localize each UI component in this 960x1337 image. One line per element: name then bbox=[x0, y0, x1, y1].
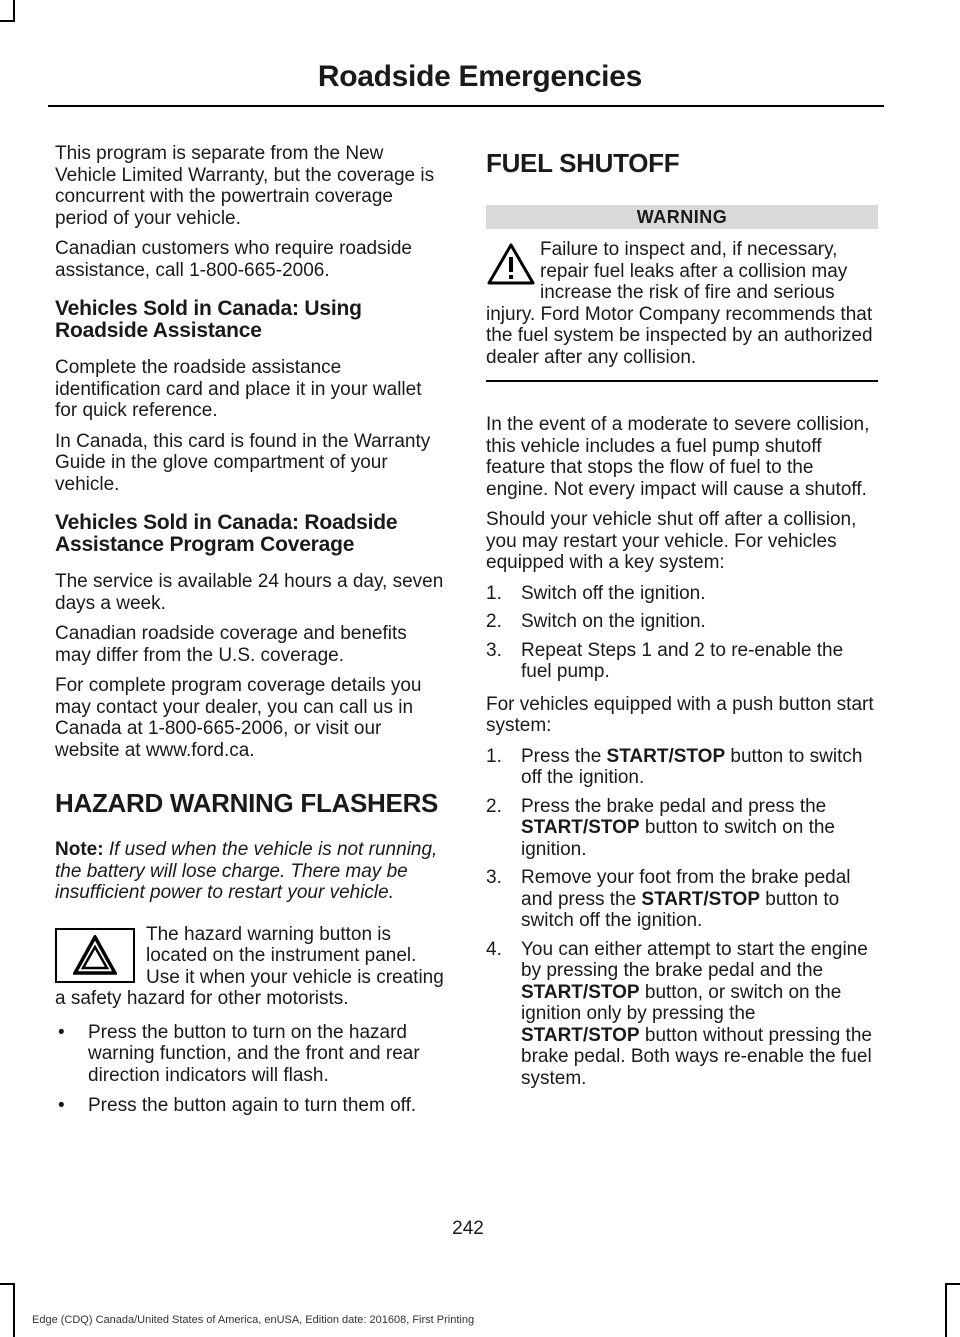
page-title: Roadside Emergencies bbox=[317, 60, 642, 93]
key-system-steps bbox=[486, 583, 878, 683]
bullet-marker: • bbox=[58, 1095, 65, 1116]
note-text: If used when the vehicle is not running, the battery will lose charge. There may be insufficient power to restart your vehicle. bbox=[55, 839, 438, 903]
start-stop-keyword: START/STOP bbox=[521, 981, 640, 1003]
note bbox=[55, 839, 447, 904]
paragraph: In the event of a moderate to severe collision, this vehicle includes a fuel pump shutoff feature that stops the flow of fuel to the engine. Not every impact will cause a shutoff. bbox=[486, 414, 870, 500]
hazard-bullet-list bbox=[55, 1022, 447, 1117]
list-item: • Press the button to turn on the hazard warning function, and the front and rear direction indicators will flash. bbox=[58, 1021, 420, 1086]
right-column bbox=[486, 143, 878, 1100]
crop-mark bbox=[13, 0, 15, 22]
crop-mark bbox=[0, 20, 15, 22]
crop-mark bbox=[945, 1283, 947, 1337]
footer-edition: Edge (CDQ) Canada/United States of America, enUSA, Edition date: 201608, First Printing bbox=[32, 1314, 475, 1326]
left-column bbox=[55, 143, 447, 1126]
warning-box bbox=[486, 239, 878, 382]
crop-mark bbox=[13, 1283, 15, 1337]
list-item: 1. Press the START/STOP button to switch off the ignition. bbox=[486, 745, 863, 788]
warning-text: Failure to inspect and, if necessary, repair fuel leaks after a collision may increase the risk of fire and serious injury. Ford Motor Company recommends that the fuel system be inspected by an authorized dealer after any collision. bbox=[486, 239, 873, 368]
crop-mark bbox=[945, 1283, 960, 1285]
paragraph: Complete the roadside assistance identification card and place it in your wallet for quick reference. bbox=[55, 357, 422, 421]
list-item: • Press the button again to turn them off. bbox=[58, 1095, 417, 1116]
warning-label: WARNING bbox=[486, 205, 878, 229]
list-item: 2. Press the brake pedal and press the START/STOP button to switch on the ignition. bbox=[486, 795, 835, 860]
section-title: HAZARD WARNING FLASHERS bbox=[55, 788, 439, 818]
section-heading: Vehicles Sold in Canada: Roadside Assistance Program Coverage bbox=[55, 511, 398, 556]
start-stop-keyword: START/STOP bbox=[521, 817, 640, 838]
hazard-block bbox=[55, 924, 447, 1010]
paragraph: For vehicles equipped with a push button start system: bbox=[486, 693, 874, 736]
header-divider bbox=[48, 105, 884, 107]
list-item: 4. You can either attempt to start the engine by pressing the brake pedal and the START/STOP button, or switch on the ignition only by pressing the START/STOP button without pressing the brake pedal. Both ways re-enable the fuel system. bbox=[486, 938, 872, 1089]
list-item: 3. Remove your foot from the brake pedal and press the START/STOP button to switch off the ignition. bbox=[486, 867, 851, 931]
list-item: 1. Switch off the ignition. bbox=[486, 582, 706, 604]
hazard-description: The hazard warning button is located on the instrument panel. Use it when your vehicle is creating a safety hazard for other motorists. bbox=[55, 923, 444, 1009]
list-item: 3. Repeat Steps 1 and 2 to re-enable the fuel pump. bbox=[486, 639, 844, 682]
start-stop-keyword: START/STOP bbox=[641, 888, 761, 910]
bullet-marker: • bbox=[58, 1021, 65, 1043]
warning-triangle-icon bbox=[486, 241, 536, 291]
start-stop-keyword: START/STOP bbox=[521, 1024, 640, 1046]
paragraph: Should your vehicle shut off after a collision, you may restart your vehicle. For vehicles equipped with a key system: bbox=[486, 509, 857, 573]
paragraph: The service is available 24 hours a day, seven days a week. bbox=[55, 571, 444, 614]
paragraph: For complete program coverage details you may contact your dealer, you can call us in Canada at 1-800-665-2006, or visit our website at www.ford.ca. bbox=[55, 675, 422, 761]
section-title: FUEL SHUTOFF bbox=[486, 148, 680, 178]
paragraph: Canadian roadside coverage and benefits may differ from the U.S. coverage. bbox=[55, 623, 407, 666]
crop-mark bbox=[0, 1283, 15, 1285]
section-heading: Vehicles Sold in Canada: Using Roadside Assistance bbox=[55, 297, 362, 342]
note-label: Note: bbox=[55, 839, 104, 860]
page-number: 242 bbox=[452, 1218, 484, 1239]
paragraph: This program is separate from the New Vehicle Limited Warranty, but the coverage is concurrent with the powertrain coverage period of your vehicle. bbox=[55, 143, 435, 229]
hazard-triangle-icon bbox=[55, 928, 135, 983]
paragraph: In Canada, this card is found in the Warranty Guide in the glove compartment of your vehicle. bbox=[55, 430, 431, 495]
start-stop-keyword: START/STOP bbox=[606, 745, 726, 767]
push-button-steps bbox=[486, 746, 878, 1090]
paragraph: Canadian customers who require roadside assistance, call 1-800-665-2006. bbox=[55, 238, 412, 281]
list-item: 2. Switch on the ignition. bbox=[486, 611, 706, 632]
